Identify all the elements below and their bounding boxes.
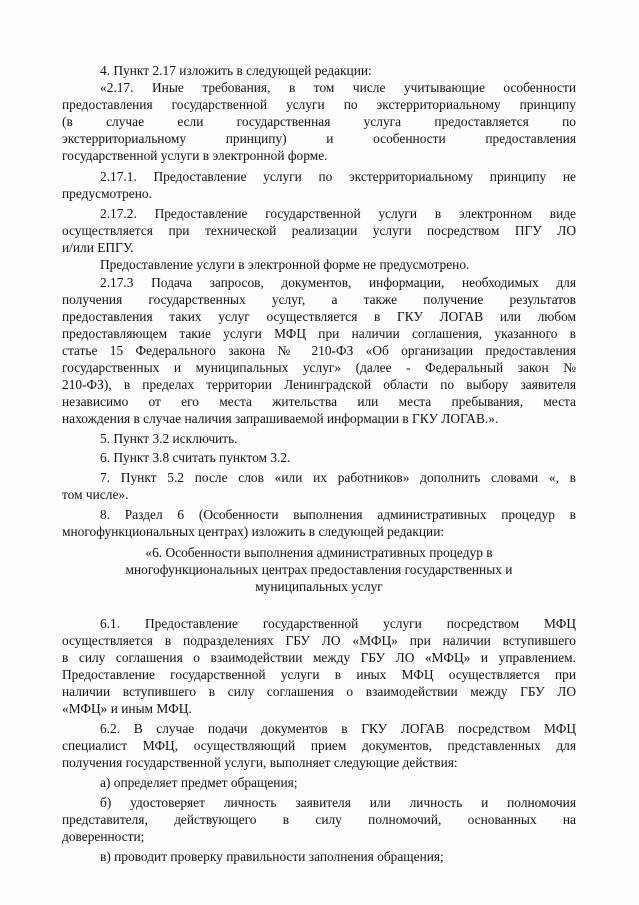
text-line: в) проводит проверку правильности заполнения обращения; (100, 849, 444, 864)
text-line: 4. Пункт 2.17 изложить в следующей редакции: (100, 63, 372, 78)
text-line: предоставляющем такие услуги МФЦ при наличии соглашения, указанного в (62, 326, 576, 341)
text-line: специалист МФЦ, осуществляющий прием документов, представленных для (62, 738, 576, 753)
text-line: предусмотрено. (62, 186, 152, 201)
text-line: Предоставление государственной услуги в иных МФЦ осуществляется при (62, 667, 576, 682)
text-line: получения государственной услуги, выполняет следующие действия: (62, 755, 458, 770)
text-line: 2.17.2. Предоставление государственной услуги в электронном виде (100, 206, 576, 221)
text-line: Предоставление услуги в электронной форме не предусмотрено. (100, 257, 470, 272)
text-line: 7. Пункт 5.2 после слов «или их работников» дополнить словами «, в (100, 470, 576, 485)
text-line: представителя, действующего в силу полномочий, основанных на (62, 812, 576, 827)
text-line: в силу соглашения о взаимодействии между ГБУ ЛО «МФЦ» и управлением. (62, 650, 576, 665)
section-heading-line: многофункциональных центрах предоставления государственных и (125, 562, 513, 577)
text-line: и/или ЕПГУ. (62, 240, 134, 255)
text-line: предоставления таких услуг осуществляется в ГКУ ЛОГАВ или любом (62, 309, 576, 324)
text-line: экстерриториальному принципу) и особенности предоставления (62, 131, 576, 146)
text-line: «МФЦ» и иным МФЦ. (62, 701, 192, 716)
text-line: 6. Пункт 3.8 считать пунктом 3.2. (100, 450, 291, 465)
text-line: том числе». (62, 487, 129, 502)
text-line: 210-ФЗ), в пределах территории Ленинградской области по выбору заявителя (62, 377, 576, 392)
text-line: статье 15 Федерального закона № 210-ФЗ «Об организации предоставления (62, 343, 576, 358)
text-line: «2.17. Иные требования, в том числе учитывающие особенности (100, 80, 576, 95)
text-line: 6.2. В случае подачи документов в ГКУ ЛОГАВ посредством МФЦ (100, 721, 576, 736)
text-line: многофункциональных центрах) изложить в следующей редакции: (62, 524, 445, 539)
text-line: осуществляется при технической реализации услуги посредством ПГУ ЛО (62, 223, 576, 238)
section-heading-line: муниципальных услуг (255, 579, 383, 594)
text-line: наличии вступившего в силу соглашения о взаимодействии между ГБУ ЛО (62, 684, 576, 699)
section-heading-line: «6. Особенности выполнения административных процедур в (145, 545, 493, 560)
text-line: предоставления государственной услуги по экстерриториальному принципу (62, 97, 576, 112)
text-line: 8. Раздел 6 (Особенности выполнения административных процедур в (100, 507, 576, 522)
text-line: независимо от его места жительства или места пребывания, места (62, 394, 576, 409)
text-line: 2.17.3 Подача запросов, документов, информации, необходимых для (100, 275, 576, 290)
text-line: 5. Пункт 3.2 исключить. (100, 431, 238, 446)
text-line: доверенности; (62, 829, 145, 844)
text-line: б) удостоверяет личность заявителя или личность и полномочия (100, 795, 576, 810)
text-line: государственных и муниципальных услуг» (далее - Федеральный закон № (62, 360, 576, 375)
text-line: а) определяет предмет обращения; (100, 775, 298, 790)
text-line: нахождения в случае наличия запрашиваемой информации в ГКУ ЛОГАВ.». (62, 411, 499, 426)
text-line: 6.1. Предоставление государственной услуги посредством МФЦ (100, 616, 576, 631)
text-line: (в случае если государственная услуга предоставляется по (62, 114, 576, 129)
text-line: 2.17.1. Предоставление услуги по экстерриториальному принципу не (100, 169, 576, 184)
text-line: осуществляется в подразделениях ГБУ ЛО «МФЦ» при наличии вступившего (62, 633, 576, 648)
text-line: государственной услуги в электронной форме. (62, 148, 328, 163)
text-line: получения государственных услуг, а также получение результатов (62, 292, 576, 307)
